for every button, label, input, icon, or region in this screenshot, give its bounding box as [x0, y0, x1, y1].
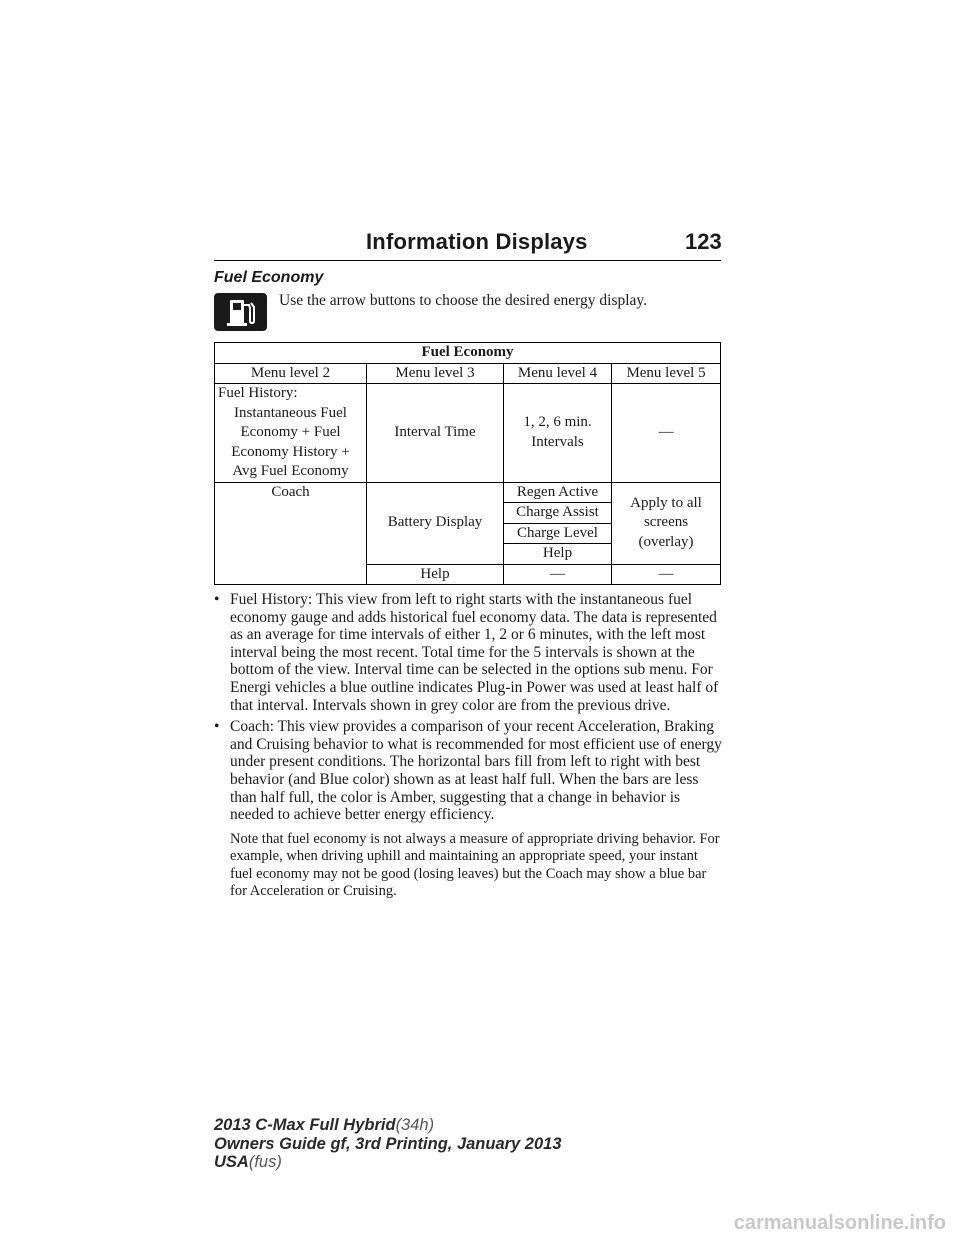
overlay-cell — [612, 482, 721, 564]
table-header-row — [215, 363, 721, 384]
page-footer — [214, 1116, 562, 1172]
footer-guide: Owners Guide gf, 3rd Printing, January 2013 — [214, 1134, 562, 1153]
fuel-history-detail: Economy History + — [231, 443, 350, 460]
battery-display-cell: Battery Display — [367, 482, 504, 564]
watermark-logo: carmanualsonline.info — [733, 1212, 946, 1234]
footer-model: 2013 C-Max Full Hybrid — [214, 1116, 396, 1134]
fuel-history-detail: Instantaneous Fuel — [234, 404, 347, 421]
fuel-history-detail: Avg Fuel Economy — [232, 463, 349, 479]
column-header: Menu level 4 — [504, 363, 612, 384]
footer-model-code: (34h) — [395, 1116, 435, 1134]
bullet-symbol: • — [214, 591, 220, 608]
overlay-line: screens — [643, 514, 689, 531]
fuel-history-cell — [215, 384, 367, 483]
fuel-history-label: Fuel History: — [218, 385, 298, 401]
list-item — [214, 591, 724, 714]
body-text — [214, 591, 724, 900]
fuel-economy-menu-table — [214, 342, 721, 585]
table-row — [215, 384, 721, 483]
overlay-line: Apply to all — [630, 494, 702, 511]
coach-cell: Coach — [215, 482, 367, 585]
dash-cell: — — [504, 564, 612, 585]
interval-time-cell: Interval Time — [367, 384, 504, 483]
overlay-line: (overlay) — [638, 533, 694, 550]
list-item — [214, 718, 724, 824]
footer-region: USA — [214, 1153, 249, 1171]
section-title: Fuel Economy — [214, 269, 324, 286]
dash-cell: — — [612, 384, 721, 483]
fuel-history-detail: Economy + Fuel — [240, 424, 341, 440]
level4-item: Regen Active — [504, 482, 612, 503]
table-caption: Fuel Economy — [215, 343, 721, 364]
bullet-text: Fuel History: This view from left to right starts with the instantaneous fuel economy gauge and adds historical fuel economy data. The data is represented as an average for time intervals of either 1, 2 or 6 minutes, with the left most interval being the most recent. Total time for the 5 intervals is shown at the bottom of the view. Interval time can be selected in the options sub menu. For Energi vehicles a blue outline indicates Plug-in Power was used at least half of that interval. Intervals shown in grey color are from the previous drive. — [230, 591, 719, 714]
intervals-line: 1, 2, 6 min. — [523, 414, 592, 431]
column-header: Menu level 3 — [367, 363, 504, 384]
help-cell: Help — [367, 564, 504, 585]
intervals-line: Intervals — [531, 433, 584, 450]
table-row — [215, 482, 721, 503]
note-paragraph: Note that fuel economy is not always a measure of appropriate driving behavior. For example, when driving uphill and maintaining an appropriate speed, your instant fuel economy may not be good (losing leaves) but the Coach may show a blue bar for Acceleration or Cruising. — [230, 830, 720, 899]
column-header: Menu level 2 — [215, 363, 367, 384]
level4-item: Charge Level — [504, 523, 612, 544]
column-header: Menu level 5 — [612, 363, 721, 384]
bullet-text: Coach: This view provides a comparison of your recent Acceleration, Braking and Cruising behavior to what is recommended for most efficient use of energy under present conditions. The horizontal bars fill from left to right with best behavior (and Blue color) shown as at least half full. When the bars are less than half full, the color is Amber, suggesting that a change in behavior is needed to achieve better energy efficiency. — [230, 718, 722, 824]
header-divider — [214, 260, 721, 261]
page-number: 123 — [685, 229, 722, 254]
dash-cell: — — [612, 564, 721, 585]
level4-item: Charge Assist — [504, 503, 612, 524]
bullet-symbol: • — [214, 718, 220, 736]
intro-text: Use the arrow buttons to choose the desired energy display. — [279, 292, 648, 309]
footer-region-code: (fus) — [248, 1153, 282, 1171]
fuel-pump-icon — [214, 293, 267, 331]
intervals-cell — [504, 384, 612, 483]
level4-item: Help — [504, 544, 612, 565]
page-header-title: Information Displays — [366, 229, 588, 254]
